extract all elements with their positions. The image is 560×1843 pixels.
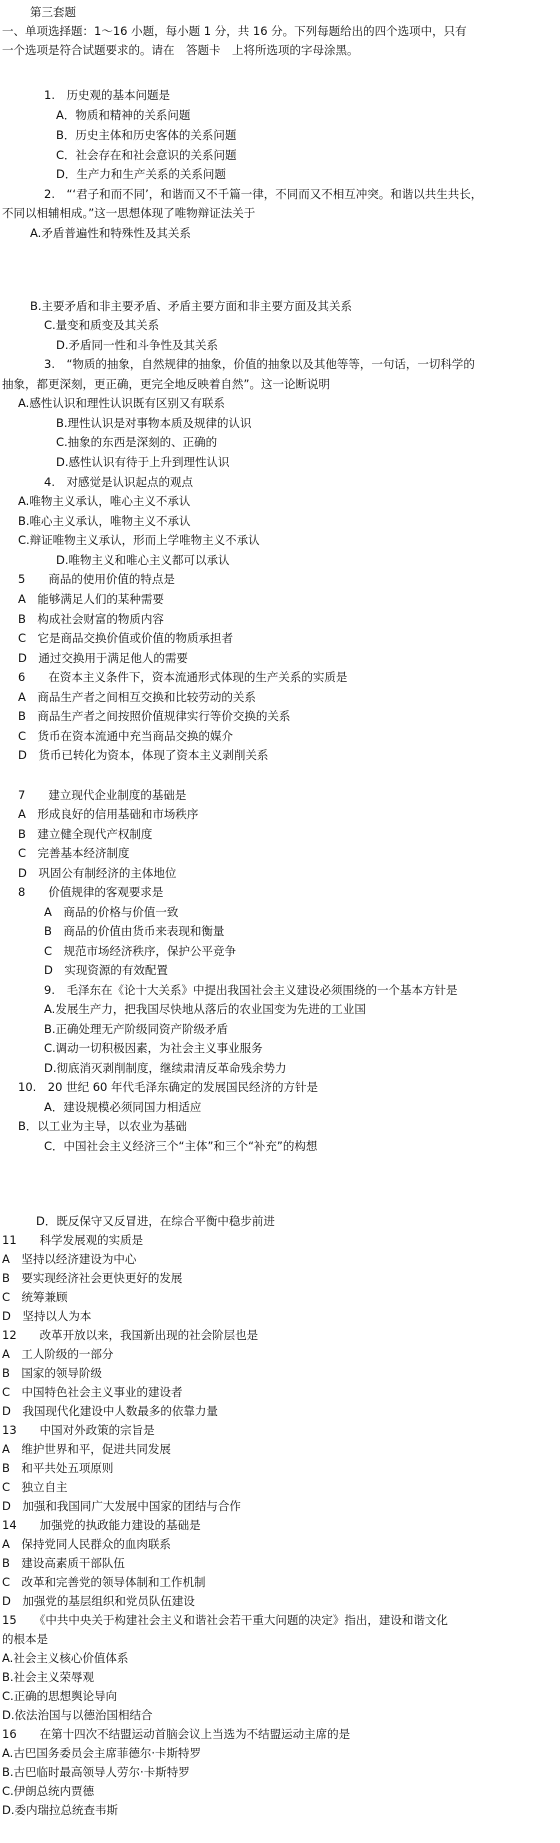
question-4-option-a: A.唯物主义承认，唯心主义不承认 bbox=[18, 494, 191, 508]
question-8-option-c: C 规范市场经济秩序，保护公平竞争 bbox=[44, 944, 237, 958]
question-14-stem: 14 加强党的执政能力建设的基础是 bbox=[2, 1518, 201, 1532]
question-10-option-c: C．中国社会主义经济三个“主体”和三个“补充”的构想 bbox=[44, 1139, 318, 1153]
question-11-option-d: D 坚持以人为本 bbox=[2, 1309, 92, 1323]
question-12-option-d: D 我国现代化建设中人数最多的依靠力量 bbox=[2, 1404, 218, 1418]
question-4-option-b: B.唯心主义承认，唯物主义不承认 bbox=[18, 514, 191, 528]
question-2-stem: 2. “‘君子和而不同’，和谐而又不千篇一律，不同而又不相互冲突。和谐以共生共长， bbox=[44, 187, 483, 201]
question-15-option-d: D.依法治国与以德治国相结合 bbox=[2, 1708, 153, 1722]
question-12-option-b: B 国家的领导阶级 bbox=[2, 1366, 102, 1380]
question-15-stem: 15 《中共中央关于构建社会主义和谐社会若干重大问题的决定》指出，建设和谐文化 bbox=[2, 1613, 448, 1627]
question-1-option-c: C．社会存在和社会意识的关系问题 bbox=[56, 148, 237, 162]
question-13-option-d: D 加强和我国同广大发展中国家的团结与合作 bbox=[2, 1499, 241, 1513]
question-5-option-c: C 它是商品交换价值或价值的物质承担者 bbox=[18, 631, 234, 645]
question-1-stem: 1. 历史观的基本问题是 bbox=[44, 88, 170, 102]
question-1-option-d: D．生产力和生产关系的关系问题 bbox=[56, 167, 226, 181]
question-11-option-b: B 要实现经济社会更快更好的发展 bbox=[2, 1271, 183, 1285]
question-11-stem: 11 科学发展观的实质是 bbox=[2, 1233, 144, 1247]
question-1-option-b: B．历史主体和历史客体的关系问题 bbox=[56, 128, 237, 142]
instructions-line-2: 一个选项是符合试题要求的。请在 答题卡 上将所选项的字母涂黑。 bbox=[2, 43, 359, 57]
question-2-stem-cont: 不同以相辅相成。”这一思想体现了唯物辩证法关于 bbox=[2, 206, 256, 220]
question-13-option-c: C 独立自主 bbox=[2, 1480, 68, 1494]
question-3-option-a: A.感性认识和理性认识既有区别又有联系 bbox=[18, 396, 225, 410]
question-16-option-b: B.古巴临时最高领导人劳尔·卡斯特罗 bbox=[2, 1765, 190, 1779]
question-16-option-c: C.伊朗总统内贾德 bbox=[2, 1784, 95, 1798]
question-9-option-d: D.彻底消灭剥削制度，继续肃清反革命残余势力 bbox=[44, 1061, 287, 1075]
question-14-option-d: D 加强党的基层组织和党员队伍建设 bbox=[2, 1594, 195, 1608]
question-7-option-b: B 建立健全现代产权制度 bbox=[18, 827, 153, 841]
question-5-option-b: B 构成社会财富的物质内容 bbox=[18, 612, 164, 626]
question-3-option-d: D.感性认识有待于上升到理性认识 bbox=[56, 455, 230, 469]
question-3-option-b: B.理性认识是对事物本质及规律的认识 bbox=[56, 416, 252, 430]
question-16-option-d: D.委内瑞拉总统查韦斯 bbox=[2, 1803, 119, 1817]
question-11-option-c: C 统筹兼顾 bbox=[2, 1290, 68, 1304]
question-6-stem: 6 在资本主义条件下，资本流通形式体现的生产关系的实质是 bbox=[18, 670, 348, 684]
question-3-option-c: C.抽象的东西是深刻的、正确的 bbox=[56, 435, 218, 449]
question-2-option-c: C.量变和质变及其关系 bbox=[44, 318, 160, 332]
question-5-option-a: A 能够满足人们的某种需要 bbox=[18, 592, 164, 606]
question-3-stem-cont: 抽象，都更深刻，更正确，更完全地反映着自然”。这一论断说明 bbox=[2, 377, 330, 391]
question-15-option-a: A.社会主义核心价值体系 bbox=[2, 1651, 129, 1665]
question-8-option-a: A 商品的价格与价值一致 bbox=[44, 905, 179, 919]
question-9-stem: 9. 毛泽东在《论十大关系》中提出我国社会主义建设必须围绕的一个基本方针是 bbox=[44, 983, 458, 997]
question-10-option-b: B．以工业为主导，以农业为基础 bbox=[18, 1119, 187, 1133]
question-10-stem: 10. 20 世纪 60 年代毛泽东确定的发展国民经济的方针是 bbox=[18, 1080, 319, 1094]
question-2-option-d: D.矛盾同一性和斗争性及其关系 bbox=[56, 338, 219, 352]
section-title: 第三套题 bbox=[30, 5, 76, 19]
question-7-stem: 7 建立现代企业制度的基础是 bbox=[18, 788, 187, 802]
question-16-stem: 16 在第十四次不结盟运动首脑会议上当选为不结盟运动主席的是 bbox=[2, 1727, 351, 1741]
question-8-stem: 8 价值规律的客观要求是 bbox=[18, 885, 164, 899]
question-6-option-c: C 货币在资本流通中充当商品交换的媒介 bbox=[18, 729, 234, 743]
question-16-option-a: A.古巴国务委员会主席菲德尔·卡斯特罗 bbox=[2, 1746, 201, 1760]
question-15-stem-cont: 的根本是 bbox=[2, 1632, 48, 1646]
question-13-option-b: B 和平共处五项原则 bbox=[2, 1461, 114, 1475]
question-5-stem: 5 商品的使用价值的特点是 bbox=[18, 572, 175, 586]
question-7-option-c: C 完善基本经济制度 bbox=[18, 846, 130, 860]
question-15-option-b: B.社会主义荣辱观 bbox=[2, 1670, 95, 1684]
question-14-option-b: B 建设高素质干部队伍 bbox=[2, 1556, 125, 1570]
question-14-option-a: A 保持党同人民群众的血肉联系 bbox=[2, 1537, 171, 1551]
question-6-option-d: D 货币已转化为资本，体现了资本主义剥削关系 bbox=[18, 748, 269, 762]
question-1-option-a: A．物质和精神的关系问题 bbox=[56, 108, 191, 122]
question-14-option-c: C 改革和完善党的领导体制和工作机制 bbox=[2, 1575, 206, 1589]
question-9-option-a: A.发展生产力，把我国尽快地从落后的农业国变为先进的工业国 bbox=[44, 1002, 366, 1016]
question-13-option-a: A 维护世界和平，促进共同发展 bbox=[2, 1442, 171, 1456]
question-12-stem: 12 改革开放以来，我国新出现的社会阶层也是 bbox=[2, 1328, 259, 1342]
question-11-option-a: A 坚持以经济建设为中心 bbox=[2, 1252, 137, 1266]
question-13-stem: 13 中国对外政策的宗旨是 bbox=[2, 1423, 155, 1437]
question-7-option-d: D 巩固公有制经济的主体地位 bbox=[18, 866, 177, 880]
question-3-stem: 3. “物质的抽象，自然规律的抽象，价值的抽象以及其他等等，一句话，一切科学的 bbox=[44, 357, 475, 371]
question-5-option-d: D 通过交换用于满足他人的需要 bbox=[18, 651, 188, 665]
question-8-option-d: D 实现资源的有效配置 bbox=[44, 963, 168, 977]
question-4-stem: 4. 对感觉是认识起点的观点 bbox=[44, 475, 193, 489]
instructions-line-1: 一、单项选择题：1～16 小题，每小题 1 分，共 16 分。下列每题给出的四个选项中，只有 bbox=[2, 24, 467, 38]
question-6-option-a: A 商品生产者之间相互交换和比较劳动的关系 bbox=[18, 690, 256, 704]
question-2-option-a: A.矛盾普遍性和特殊性及其关系 bbox=[30, 226, 191, 240]
question-8-option-b: B 商品的价值由货币来表现和衡量 bbox=[44, 924, 225, 938]
question-9-option-b: B.正确处理无产阶级同资产阶级矛盾 bbox=[44, 1022, 229, 1036]
question-4-option-c: C.辩证唯物主义承认，形而上学唯物主义不承认 bbox=[18, 533, 260, 547]
question-10-option-d: D．既反保守又反冒进，在综合平衡中稳步前进 bbox=[36, 1214, 275, 1228]
question-12-option-a: A 工人阶级的一部分 bbox=[2, 1347, 114, 1361]
question-12-option-c: C 中国特色社会主义事业的建设者 bbox=[2, 1385, 183, 1399]
question-9-option-c: C.调动一切积极因素，为社会主义事业服务 bbox=[44, 1041, 263, 1055]
question-10-option-a: A．建设规模必须同国力相适应 bbox=[44, 1100, 202, 1114]
question-15-option-c: C.正确的思想舆论导向 bbox=[2, 1689, 118, 1703]
question-4-option-d: D.唯物主义和唯心主义都可以承认 bbox=[56, 553, 230, 567]
question-6-option-b: B 商品生产者之间按照价值规律实行等价交换的关系 bbox=[18, 709, 291, 723]
question-7-option-a: A 形成良好的信用基础和市场秩序 bbox=[18, 807, 199, 821]
question-2-option-b: B.主要矛盾和非主要矛盾、矛盾主要方面和非主要方面及其关系 bbox=[30, 299, 353, 313]
